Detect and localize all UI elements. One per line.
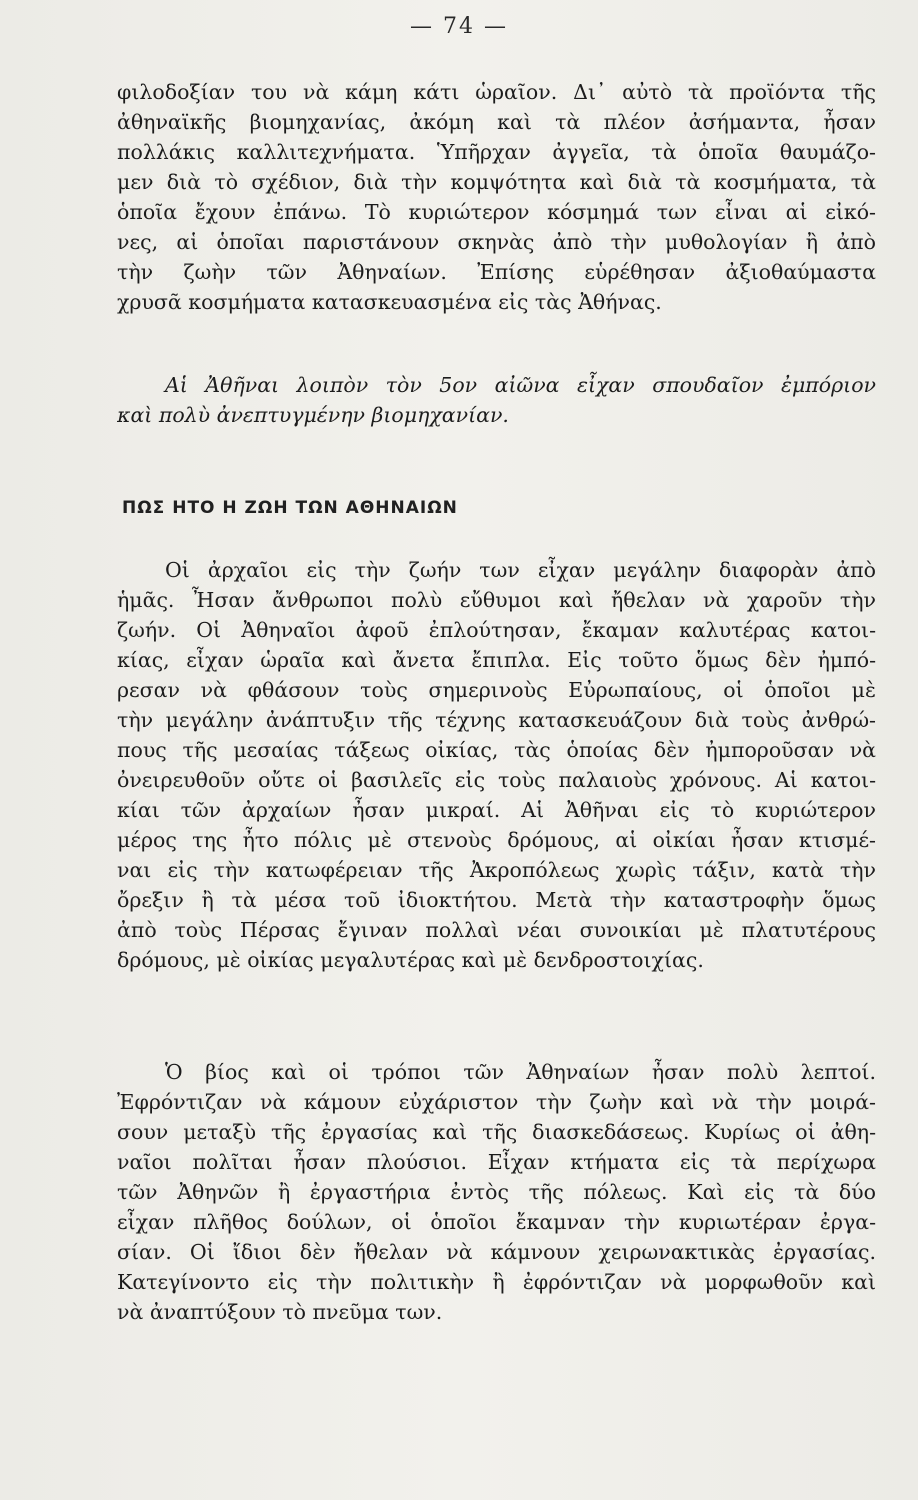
italic-summary-paragraph [117,370,876,430]
text-line: νὰ ἀναπτύξουν τὸ πνεῦμα των. [117,1300,443,1324]
text-line: ἀπὸ τοὺς Πέρσας ἔγιναν πολλαὶ νέαι συνοικίαι μὲ πλατυτέρους [117,918,876,942]
text-line: Αἱ Ἀθῆναι λοιπὸν τὸν 5ον αἰῶνα εἶχαν σπουδαῖον ἐμπόριον [165,373,876,397]
text-line: μεν διὰ τὸ σχέδιον, διὰ τὴν κομψότητα καὶ διὰ τὰ κοσμήματα, τὰ [117,170,876,194]
text-line: τῶν Ἀθηνῶν ἢ ἐργαστήρια ἐντὸς τῆς πόλεως. Καὶ εἰς τὰ δύο [117,1180,876,1204]
text-line: ἀθηναϊκῆς βιομηχανίας, ἀκόμη καὶ τὰ πλέον ἀσήμαντα, ἦσαν [117,110,876,134]
section-heading: ΠΩΣ ΗΤΟ Η ΖΩΗ ΤΩΝ ΑΘΗΝΑΙΩΝ [122,498,458,518]
text-line: χρυσᾶ κοσμήματα κατασκευασμένα εἰς τὰς Ἀθήνας. [117,290,662,314]
text-line: πολλάκις καλλιτεχνήματα. Ὑπῆρχαν ἀγγεῖα, τὰ ὁποῖα θαυμάζο- [117,140,876,164]
paragraph-life-of-athenians [117,555,876,975]
text-line: τὴν ζωὴν τῶν Ἀθηναίων. Ἐπίσης εὑρέθησαν ἀξιοθαύμαστα [117,260,876,284]
text-line: ἡμᾶς. Ἦσαν ἄνθρωποι πολὺ εὔθυμοι καὶ ἤθελαν νὰ χαροῦν τὴν [117,588,876,612]
text-line: Ἐφρόντιζαν νὰ κάμουν εὐχάριστον τὴν ζωὴν καὶ νὰ τὴν μοιρά- [117,1090,876,1114]
text-line: ὁποῖα ἔχουν ἐπάνω. Τὸ κυριώτερον κόσμημά των εἶναι αἱ εἰκό- [117,200,876,224]
text-line: κίας, εἶχαν ὡραῖα καὶ ἄνετα ἔπιπλα. Εἰς τοῦτο ὅμως δὲν ἠμπό- [117,648,876,672]
text-line: ναι εἰς τὴν κατωφέρειαν τῆς Ἀκροπόλεως χωρὶς τάξιν, κατὰ τὴν [117,858,876,882]
page-number: — 74 — [410,14,508,39]
text-line: Κατεγίνοντο εἰς τὴν πολιτικὴν ἢ ἐφρόντιζαν νὰ μορφωθοῦν καὶ [117,1270,876,1294]
text-line: πους τῆς μεσαίας τάξεως οἰκίας, τὰς ὁποίας δὲν ἠμποροῦσαν νὰ [117,738,876,762]
text-line: σίαν. Οἱ ἴδιοι δὲν ἤθελαν νὰ κάμνουν χειρωνακτικὰς ἐργασίας. [117,1240,876,1264]
text-line: σουν μεταξὺ τῆς ἐργασίας καὶ τῆς διασκεδάσεως. Κυρίως οἱ ἀθη- [117,1120,876,1144]
text-line: δρόμους, μὲ οἰκίας μεγαλυτέρας καὶ μὲ δενδροστοιχίας. [117,948,704,972]
text-line: ναῖοι πολῖται ἦσαν πλούσιοι. Εἶχαν κτήματα εἰς τὰ περίχωρα [117,1150,876,1174]
text-line: νες, αἱ ὁποῖαι παριστάνουν σκηνὰς ἀπὸ τὴν μυθολογίαν ἢ ἀπὸ [117,230,876,254]
text-line: ὀνειρευθοῦν οὔτε οἱ βασιλεῖς εἰς τοὺς παλαιοὺς χρόνους. Αἱ κατοι- [117,768,876,792]
text-line: Ὁ βίος καὶ οἱ τρόποι τῶν Ἀθηναίων ἦσαν πολὺ λεπτοί. [165,1060,876,1084]
paragraph-manners [117,1057,876,1327]
text-line: τὴν μεγάλην ἀνάπτυξιν τῆς τέχνης κατασκευάζουν διὰ τοὺς ἀνθρώ- [117,708,876,732]
paragraph-intro [117,77,876,317]
text-line: μέρος της ἦτο πόλις μὲ στενοὺς δρόμους, αἱ οἰκίαι ἦσαν κτισμέ- [117,828,876,852]
text-line: Οἱ ἀρχαῖοι εἰς τὴν ζωήν των εἶχαν μεγάλην διαφορὰν ἀπὸ [165,558,876,582]
text-line: καὶ πολὺ ἀνεπτυγμένην βιομηχανίαν. [117,403,509,427]
text-line: εἶχαν πλῆθος δούλων, οἱ ὁποῖοι ἔκαμναν τὴν κυριωτέραν ἐργα- [117,1210,876,1234]
text-line: ὄρεξιν ἢ τὰ μέσα τοῦ ἰδιοκτήτου. Μετὰ τὴν καταστροφὴν ὅμως [117,888,876,912]
text-line: κίαι τῶν ἀρχαίων ἦσαν μικραί. Αἱ Ἀθῆναι εἰς τὸ κυριώτερον [117,798,876,822]
text-line: ρεσαν νὰ φθάσουν τοὺς σημερινοὺς Εὐρωπαίους, οἱ ὁποῖοι μὲ [117,678,876,702]
text-line: φιλοδοξίαν του νὰ κάμη κάτι ὡραῖον. Δι᾽ αὐτὸ τὰ προϊόντα τῆς [117,80,876,104]
text-line: ζωήν. Οἱ Ἀθηναῖοι ἀφοῦ ἐπλούτησαν, ἔκαμαν καλυτέρας κατοι- [117,618,876,642]
